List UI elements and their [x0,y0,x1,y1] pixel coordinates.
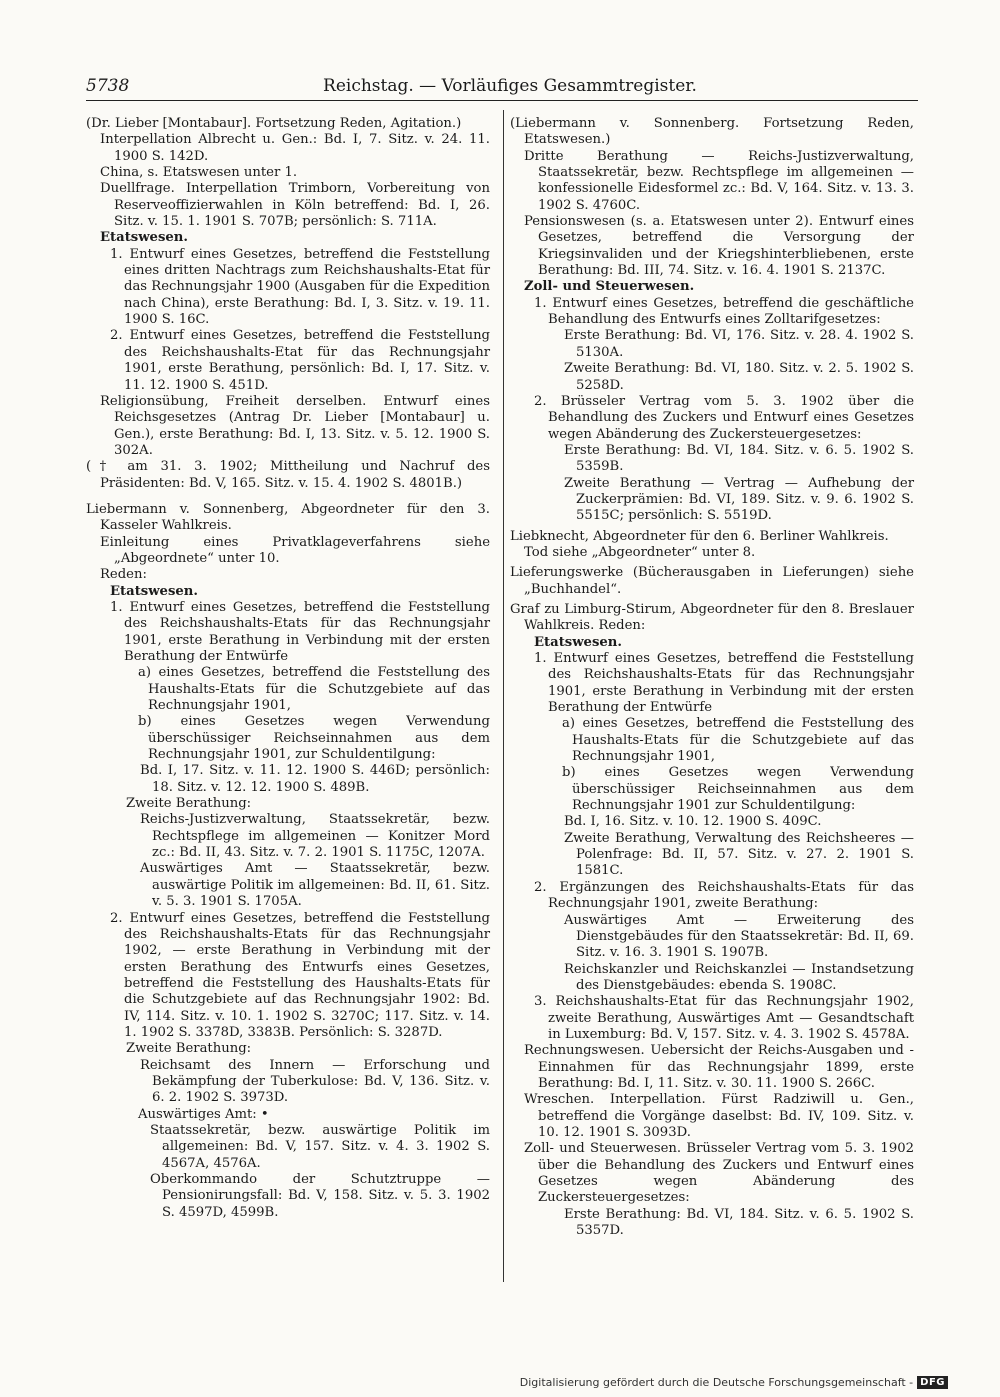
column-divider [503,110,504,1282]
index-subentry: Reichsamt des Innern — Erforschung und Bekämpfung der Tuberkulose: Bd. V, 136. Sitz. v. 6. 2. 1902 S. 3973D. [140,1057,490,1106]
person-entry: Liebknecht, Abgeordneter für den 6. Berliner Wahlkreis. [510,528,889,544]
index-entry: Rechnungswesen. Uebersicht der Reichs-Ausgaben und -Einnahmen für das Rechnungsjahr 1899, erste Berathung: Bd. I, 11. Sitz. v. 30. 11. 1900 S. 266C. [524,1043,914,1091]
header-rule [86,100,918,101]
right-column [510,116,914,1239]
index-subentry: a) eines Gesetzes, betreffend die Feststellung des Haushalts-Etats für die Schutzgebiete auf das Rechnungsjahr 1901, [562,716,914,765]
dfg-logo: DFG [917,1376,948,1389]
person-entry: Liebermann v. Sonnenberg, Abgeordneter für den 3. Kasseler Wahlkreis. [86,501,490,534]
index-entry: China, s. Etatswesen unter 1. [100,165,298,181]
index-entry: († am 31. 3. 1902; Mittheilung und Nachruf des Präsidenten: Bd. V, 165. Sitz. v. 15. 4. 1902 S. 4801B.) [86,459,490,491]
index-entry: 1. Entwurf eines Gesetzes, betreffend die Feststellung eines dritten Nachtrags zum Reichshaushalts-Etat für das Rechnungsjahr 1900 (Ausgaben für die Expedition nach China), erste Berathung: Bd. I, 3. Sitz. v. 19. 11. 1900 S. 16C. [110,246,490,328]
index-entry: 2. Entwurf eines Gesetzes, betreffend die Feststellung des Reichshaushalts-Etat für das Rechnungsjahr 1901, erste Berathung, persönlich: Bd. I, 17. Sitz. v. 11. 12. 1900 S. 451D. [110,328,490,393]
footer-text: Digitalisierung gefördert durch die Deutsche Forschungsgemeinschaft - [519,1376,914,1389]
index-label: Auswärtiges Amt: • [138,1106,269,1122]
index-entry: Lieferungswerke (Bücherausgaben in Lieferungen) siehe „Buchhandel“. [510,565,914,597]
index-entry: 2. Ergänzungen des Reichshaushalts-Etats für das Rechnungsjahr 1901, zweite Berathung: [534,879,914,912]
index-label: Zweite Berathung: [126,796,252,812]
running-title: Reichstag. — Vorläufiges Gesammtregister. [323,76,697,96]
index-entry: Religionsübung, Freiheit derselben. Entwurf eines Reichsgesetzes (Antrag Dr. Lieber [Montabaur] u. Gen.), erste Berathung: Bd. I, 13. Sitz. v. 5. 12. 1900 S. 302A. [100,393,490,458]
subject-heading: Zoll- und Steuerwesen. [524,279,695,295]
index-entry: Duellfrage. Interpellation Trimborn, Vorbereitung von Reserveoffizierwahlen in Köln betreffend: Bd. I, 26. Sitz. v. 15. 1. 1901 S. 707B; persönlich: S. 711A. [100,181,490,230]
index-entry: 1. Entwurf eines Gesetzes, betreffend die geschäftliche Behandlung des Entwurfs eines Zolltarifgesetzes: [534,295,914,328]
index-entry: 3. Reichshaushalts-Etat für das Rechnungsjahr 1902, zweite Berathung, Auswärtiges Amt — Gesandtschaft in Luxemburg: Bd. V, 157. Sitz. v. 4. 3. 1902 S. 4578A. [534,994,914,1042]
index-entry: 1. Entwurf eines Gesetzes, betreffend die Feststellung des Reichshaushalts-Etats für das Rechnungsjahr 1901, erste Berathung in Verbindung mit der ersten Berathung der Entwürfe [110,599,490,664]
index-subentry: a) eines Gesetzes, betreffend die Feststellung des Haushalts-Etats für die Schutzgebiete auf das Rechnungsjahr 1901, [138,665,490,714]
index-subentry: Zweite Berathung, Verwaltung des Reichsheeres — Polenfrage: Bd. II, 57. Sitz. v. 27. 2. 1901 S. 1581C. [564,830,914,879]
index-entry: 2. Entwurf eines Gesetzes, betreffend die Feststellung des Reichshaushalts-Etats für das Rechnungsjahr 1902, — erste Berathung in Verbindung mit der ersten Berathung des Entwurfs eines Gesetzes, betreffend die Feststellung des Haushalts-Etats für die Schutzgebiete auf das Rechnungsjahr 1902: Bd. IV, 114. Sitz. v. 10. 1. 1902 S. 3270C; 117. Sitz. v. 14. 1. 1902 S. 3378D, 3383B. Persönlich: S. 3287D. [110,910,490,1040]
index-entry: Pensionswesen (s. a. Etatswesen unter 2). Entwurf eines Gesetzes, betreffend die Versorgung der Kriegsinvaliden und der Kriegshinterbliebenen, erste Berathung: Bd. III, 74. Sitz. v. 16. 4. 1901 S. 2137C. [524,214,914,279]
index-subentry: b) eines Gesetzes wegen Verwendung überschüssiger Reichseinnahmen aus dem Rechnungsjahr 1901, zur Schuldentilgung: [138,714,490,763]
footer-credit [520,1376,948,1389]
index-subentry: Auswärtiges Amt — Erweiterung des Dienstgebäudes für den Staatssekretär: Bd. II, 69. Sitz. v. 16. 3. 1901 S. 1907B. [564,912,914,961]
subject-heading: Etatswesen. [534,634,622,650]
index-subentry: Erste Berathung: Bd. VI, 176. Sitz. v. 28. 4. 1902 S. 5130A. [564,328,914,360]
index-label: Reden: [100,567,147,583]
index-reference: Bd. I, 16. Sitz. v. 10. 12. 1900 S. 409C. [564,814,822,830]
index-entry: Zoll- und Steuerwesen. Brüsseler Vertrag vom 5. 3. 1902 über die Behandlung des Zuckers und Entwurf eines Gesetzes wegen Abänderung des Zuckersteuergesetzes: [524,1141,914,1206]
subject-heading: Etatswesen. [100,230,188,246]
index-entry: Tod siehe „Abgeordneter“ unter 8. [524,544,756,560]
index-subentry: Zweite Berathung: Bd. VI, 180. Sitz. v. 2. 5. 1902 S. 5258D. [564,361,914,393]
page-number: 5738 [86,76,130,96]
left-column [86,116,490,1221]
index-entry: Interpellation Albrecht u. Gen.: Bd. I, 7. Sitz. v. 24. 11. 1900 S. 142D. [100,132,490,164]
person-entry: Graf zu Limburg-Stirum, Abgeordneter für den 8. Breslauer Wahlkreis. Reden: [510,601,914,634]
index-subentry: Erste Berathung: Bd. VI, 184. Sitz. v. 6. 5. 1902 S. 5357D. [564,1206,914,1239]
index-entry: Einleitung eines Privatklageverfahrens siehe „Abgeordnete“ unter 10. [100,534,490,566]
continuation-heading: (Dr. Lieber [Montabaur]. Fortsetzung Reden, Agitation.) [86,116,462,131]
index-entry: Dritte Berathung — Reichs-Justizverwaltung, Staatssekretär, bezw. Rechtspflege im allgemeinen — konfessionelle Eidesformel zc.: Bd. V, 164. Sitz. v. 13. 3. 1902 S. 4760C. [524,148,914,213]
index-label: Zweite Berathung: [126,1041,252,1057]
index-subentry: Zweite Berathung — Vertrag — Aufhebung der Zuckerprämien: Bd. VI, 189. Sitz. v. 9. 6. 1902 S. 5515C; persönlich: S. 5519D. [564,475,914,524]
index-entry: 1. Entwurf eines Gesetzes, betreffend die Feststellung des Reichshaushalts-Etats für das Rechnungsjahr 1901, erste Berathung in Verbindung mit der ersten Berathung der Entwürfe [534,651,914,716]
index-subentry: Staatssekretär, bezw. auswärtige Politik im allgemeinen: Bd. V, 157. Sitz. v. 4. 3. 1902 S. 4567A, 4576A. [150,1122,490,1171]
index-subentry: Reichs-Justizverwaltung, Staatssekretär, bezw. Rechtspflege im allgemeinen — Konitzer Mord zc.: Bd. II, 43. Sitz. v. 7. 2. 1901 S. 1175C, 1207A. [140,812,490,861]
index-subentry: b) eines Gesetzes wegen Verwendung überschüssiger Reichseinnahmen aus dem Rechnungsjahr 1901 zur Schuldentilgung: [562,765,914,814]
index-subentry: Oberkommando der Schutztruppe — Pensionirungsfall: Bd. V, 158. Sitz. v. 5. 3. 1902 S. 4597D, 4599B. [150,1172,490,1220]
index-subentry: Auswärtiges Amt — Staatssekretär, bezw. auswärtige Politik im allgemeinen: Bd. II, 61. Sitz. v. 5. 3. 1901 S. 1705A. [140,861,490,910]
index-subentry: Reichskanzler und Reichskanzlei — Instandsetzung des Dienstgebäudes: ebenda S. 1908C. [564,961,914,993]
continuation-heading: (Liebermann v. Sonnenberg. Fortsetzung Reden, Etatswesen.) [510,116,914,148]
index-entry: Wreschen. Interpellation. Fürst Radziwill u. Gen., betreffend die Vorgänge daselbst: Bd. IV, 109. Sitz. v. 10. 12. 1901 S. 3093D. [524,1092,914,1140]
index-subentry: Erste Berathung: Bd. VI, 184. Sitz. v. 6. 5. 1902 S. 5359B. [564,442,914,475]
index-reference: Bd. I, 17. Sitz. v. 11. 12. 1900 S. 446D; persönlich: 18. Sitz. v. 12. 12. 1900 S. 489B. [140,763,490,795]
subject-heading: Etatswesen. [110,583,198,599]
index-entry: 2. Brüsseler Vertrag vom 5. 3. 1902 über die Behandlung des Zuckers und Entwurf eines Gesetzes wegen Abänderung des Zuckersteuergesetzes: [534,393,914,442]
